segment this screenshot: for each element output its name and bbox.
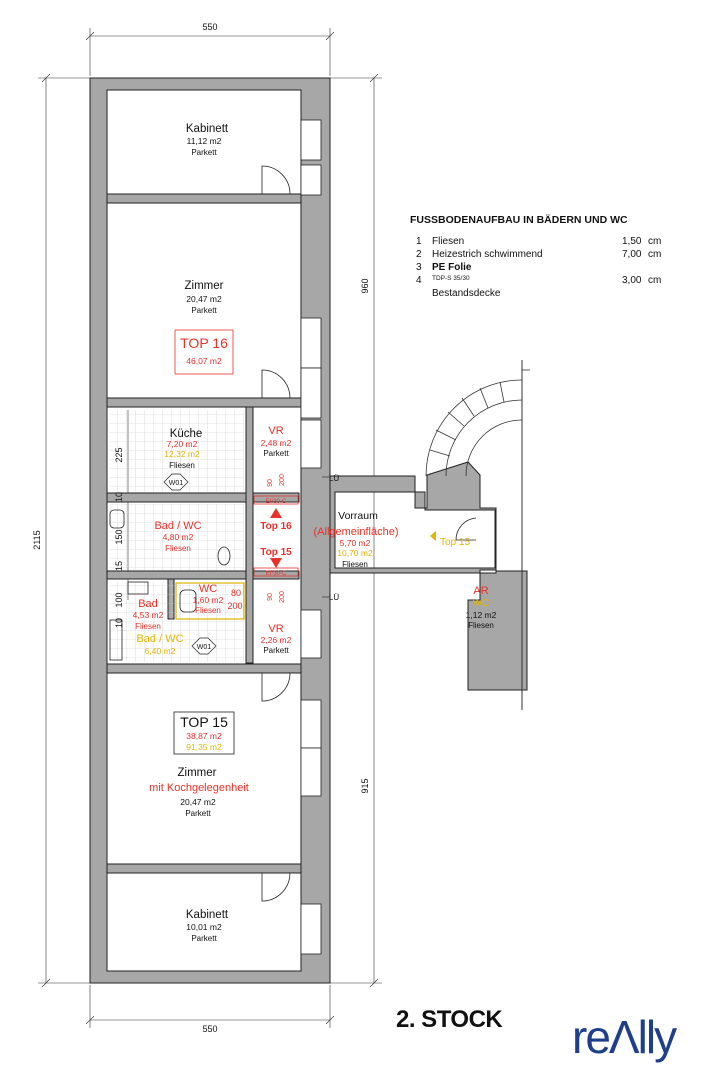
dim-vr-90b: 90 xyxy=(267,593,274,601)
bad-wc-top-area: 4,80 m2 xyxy=(162,532,194,542)
dim-150: 150 xyxy=(114,529,124,545)
legend-unit: cm xyxy=(648,249,662,260)
dim-wc-80: 80 xyxy=(230,588,242,598)
w01-bottom-label: W01 xyxy=(196,644,212,651)
dim-right-upper: 960 xyxy=(360,278,370,294)
zimmer-top-floor: Parkett xyxy=(191,306,217,315)
kabinett-top-name: Kabinett xyxy=(185,123,229,135)
bad-floor: Fliesen xyxy=(135,622,161,631)
top15-area2: 91,35 m2 xyxy=(186,742,222,752)
dim-vr-200a: 200 xyxy=(279,474,286,486)
dim-10a: 10 xyxy=(114,491,124,503)
bad-area: 4,53 m2 xyxy=(132,610,164,620)
legend-label: TDP-S 35/30 xyxy=(432,275,470,282)
zimmer-top-area: 20,47 m2 xyxy=(186,294,222,304)
vorraum-area2: 10,70 m2 xyxy=(337,548,373,558)
legend-row xyxy=(410,262,670,275)
bad-wc-yellow-name: Bad / WC xyxy=(136,633,184,645)
dim-bottom-width: 550 xyxy=(202,1024,218,1034)
vr-top-name: VR xyxy=(268,425,284,437)
wc-floor: Fliesen xyxy=(195,606,221,615)
top15-arrow-icon xyxy=(270,558,282,568)
legend-label: Fliesen xyxy=(432,236,465,247)
top15-arrow-label: Top 15 xyxy=(260,547,292,558)
wc-name: WC xyxy=(198,583,218,595)
legend-row xyxy=(410,249,670,262)
kabinett-top-floor: Parkett xyxy=(191,148,217,157)
kabinett-bottom-name: Kabinett xyxy=(185,909,229,921)
ar-name: AR xyxy=(473,585,489,597)
vr-bottom-name: VR xyxy=(268,623,284,635)
dim-10b: 10 xyxy=(114,617,124,629)
dim-15: 15 xyxy=(114,560,124,572)
wc-area: 1,60 m2 xyxy=(192,595,224,605)
vr-bottom-area: 2,26 m2 xyxy=(260,635,292,645)
legend-value: 1,50 xyxy=(622,236,642,247)
legend-title: FUSSBODENAUFBAU IN BÄDERN UND WC xyxy=(410,214,628,226)
legend-label: PE Folie xyxy=(432,262,472,273)
top16-label: TOP 16 xyxy=(180,335,228,351)
dim-total-height: 2115 xyxy=(32,530,42,550)
kueche-area2: 12,32 m2 xyxy=(164,449,200,459)
dim-vr-90a: 90 xyxy=(267,479,274,487)
zimmer-bottom-floor: Parkett xyxy=(185,809,211,818)
kabinett-top-area: 11,12 m2 xyxy=(186,136,222,146)
legend-value: 3,00 xyxy=(622,275,642,286)
ei30-top-label: EI²30-C xyxy=(265,499,287,505)
legend-num: 2 xyxy=(416,249,422,260)
legend-last: Bestandsdecke xyxy=(432,288,501,299)
legend-unit: cm xyxy=(648,275,662,286)
top15-area: 38,87 m2 xyxy=(186,731,222,741)
vorraum-sub: (Allgemeinfläche) xyxy=(313,526,399,538)
zimmer-bottom-sub: mit Kochgelegenheit xyxy=(149,782,249,794)
vr-top-area: 2,48 m2 xyxy=(260,438,292,448)
bad-wc-top-name: Bad / WC xyxy=(154,520,202,532)
legend-unit: cm xyxy=(648,236,662,247)
legend-num: 3 xyxy=(416,262,422,273)
vorraum-floor: Fliesen xyxy=(342,560,368,569)
top16-arrow-icon xyxy=(270,508,282,518)
ar-area: 1,12 m2 xyxy=(465,610,497,620)
kueche-name: Küche xyxy=(169,428,203,440)
kueche-floor: Fliesen xyxy=(169,461,195,470)
top16-arrow-label: Top 16 xyxy=(260,521,292,532)
brand-logo: reΛlly xyxy=(572,1011,676,1063)
kabinett-bottom-floor: Parkett xyxy=(191,934,217,943)
floor-label: 2. STOCK xyxy=(396,1006,503,1033)
dim-wc-200: 200 xyxy=(227,601,243,611)
kueche-area: 7,20 m2 xyxy=(166,439,198,449)
kabinett-bottom-area: 10,01 m2 xyxy=(186,922,222,932)
zimmer-top-name: Zimmer xyxy=(184,280,224,292)
legend-row xyxy=(410,275,670,288)
ei30-bottom-label: EI²30-C xyxy=(265,571,287,577)
dim-vr-200b: 200 xyxy=(279,591,286,603)
dim-225: 225 xyxy=(114,447,124,463)
ar-name2: WC xyxy=(472,598,490,609)
floor-buildup-legend xyxy=(410,214,670,301)
legend-row xyxy=(410,288,670,301)
top16-area: 46,07 m2 xyxy=(186,356,222,366)
zimmer-bottom-name: Zimmer xyxy=(177,767,217,779)
vorraum-area: 5,70 m2 xyxy=(339,538,371,548)
legend-label: Heizestrich schwimmend xyxy=(432,249,543,260)
lu-bottom-label: LÜ xyxy=(328,593,340,602)
top15-right-label: Top 15 xyxy=(439,537,471,548)
bad-wc-top-floor: Fliesen xyxy=(165,544,191,553)
ar-floor: Fliesen xyxy=(468,621,494,630)
top15-label: TOP 15 xyxy=(180,714,228,730)
vorraum-name: Vorraum xyxy=(338,510,378,522)
bad-wc-yellow-area: 6,40 m2 xyxy=(144,646,176,656)
top15-right-arrow-icon xyxy=(430,531,436,541)
legend-value: 7,00 xyxy=(622,249,642,260)
dim-right-lower: 915 xyxy=(360,778,370,794)
legend-num: 4 xyxy=(416,275,422,286)
vr-top-floor: Parkett xyxy=(263,449,289,458)
legend-row xyxy=(410,236,670,249)
zimmer-bottom-area: 20,47 m2 xyxy=(180,797,216,807)
w01-top-label: W01 xyxy=(168,480,184,487)
lu-top-label: LÜ xyxy=(328,474,340,483)
legend-num: 1 xyxy=(416,236,422,247)
dim-top-width: 550 xyxy=(202,22,218,32)
dim-100: 100 xyxy=(114,592,124,608)
vr-bottom-floor: Parkett xyxy=(263,646,289,655)
bad-name: Bad xyxy=(138,598,158,610)
